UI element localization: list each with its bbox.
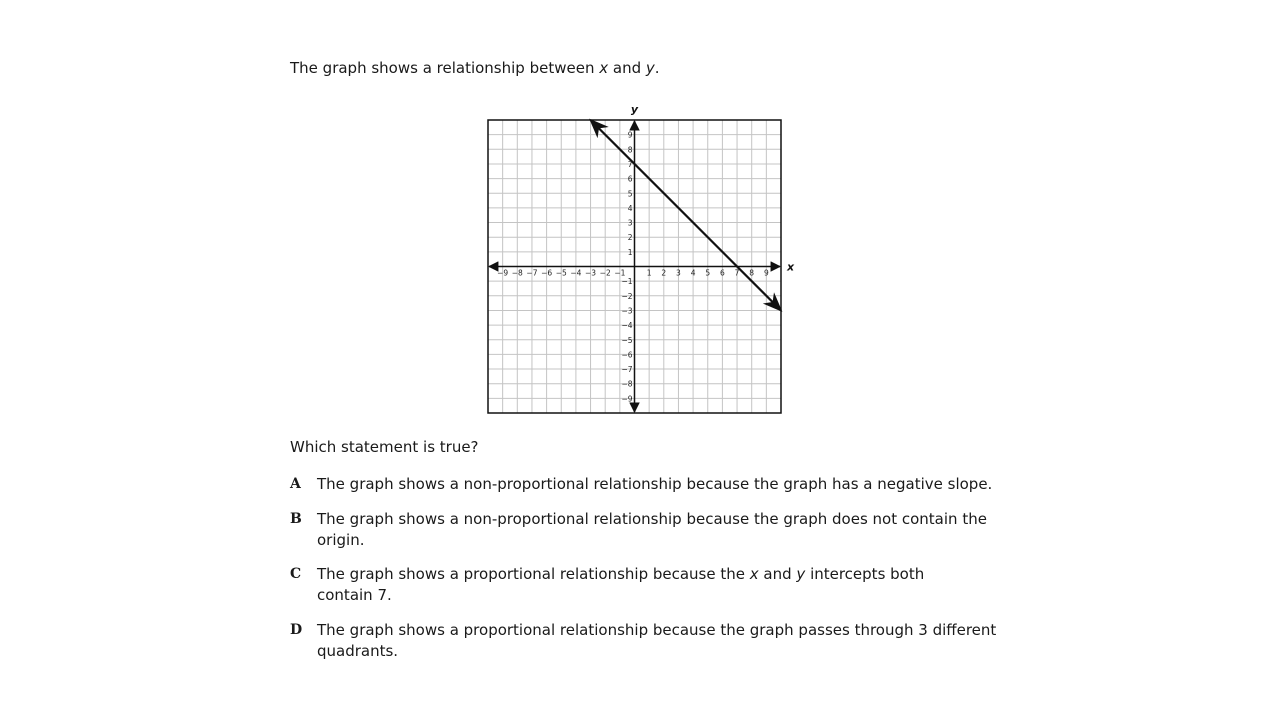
choice-c[interactable] — [290, 564, 950, 606]
x-tick-label: 2 — [661, 268, 667, 278]
choice-text: The graph shows a non-proportional relationship because the graph has a negative slope. — [317, 475, 993, 493]
y-tick-label: 2 — [627, 233, 633, 243]
y-tick-label: 9 — [627, 130, 633, 140]
x-tick-label: −5 — [555, 268, 567, 278]
x-axis-label: x — [787, 260, 795, 274]
x-tick-label: 8 — [749, 268, 755, 278]
question-prompt: Which statement is true? — [290, 438, 479, 456]
y-tick-label: 8 — [627, 145, 633, 155]
choice-letter: A — [290, 476, 301, 492]
y-tick-label: −7 — [621, 365, 633, 375]
y-tick-label: 7 — [627, 159, 633, 169]
choice-text: The graph shows a proportional relationship because the graph passes through 3 different quadrants. — [317, 621, 997, 660]
y-tick-label: −8 — [621, 379, 633, 389]
x-tick-label: 7 — [734, 268, 740, 278]
x-tick-label: 4 — [690, 268, 696, 278]
choice-a[interactable] — [290, 474, 1030, 495]
x-tick-label: −7 — [526, 268, 538, 278]
x-tick-label: −1 — [614, 268, 626, 278]
x-tick-label: −4 — [570, 268, 582, 278]
choice-letter: C — [290, 566, 302, 582]
x-tick-label: −9 — [497, 268, 509, 278]
x-tick-label: 9 — [763, 268, 769, 278]
y-tick-label: −1 — [621, 277, 633, 287]
x-tick-label: 3 — [676, 268, 681, 278]
x-tick-label: −2 — [599, 268, 611, 278]
x-tick-label: 5 — [705, 268, 711, 278]
x-tick-label: −3 — [585, 268, 597, 278]
choice-d[interactable] — [290, 620, 1030, 662]
y-tick-label: 6 — [627, 174, 633, 184]
var-x: x — [599, 59, 609, 77]
y-tick-label: 5 — [627, 189, 633, 199]
y-tick-label: −6 — [621, 350, 633, 360]
y-tick-label: −2 — [621, 291, 633, 301]
var-x: x — [749, 565, 759, 583]
y-tick-label: −9 — [621, 394, 633, 404]
choice-letter: B — [290, 511, 302, 527]
y-tick-label: 3 — [627, 218, 633, 228]
y-tick-label: −3 — [621, 306, 633, 316]
x-tick-label: 1 — [646, 268, 652, 278]
var-y: y — [796, 565, 806, 583]
x-tick-label: 6 — [720, 268, 725, 278]
y-tick-label: −4 — [621, 321, 633, 331]
y-tick-label: 4 — [627, 203, 633, 213]
y-tick-label: 1 — [627, 247, 633, 257]
y-axis-label: y — [630, 103, 639, 116]
choice-letter: D — [290, 622, 303, 638]
choice-text: The graph shows a proportional relationship because the x and y intercepts both contain 7. — [317, 565, 925, 604]
question-stem: The graph shows a relationship between x and y. — [290, 59, 660, 77]
x-tick-label: −8 — [511, 268, 523, 278]
data-line — [591, 120, 781, 310]
choice-b[interactable] — [290, 509, 1030, 551]
var-y: y — [645, 59, 655, 77]
choice-text: The graph shows a non-proportional relationship because the graph does not contain the origin. — [317, 510, 987, 549]
coordinate-graph — [480, 98, 810, 418]
x-tick-label: −6 — [541, 268, 553, 278]
y-tick-label: −5 — [621, 335, 633, 345]
